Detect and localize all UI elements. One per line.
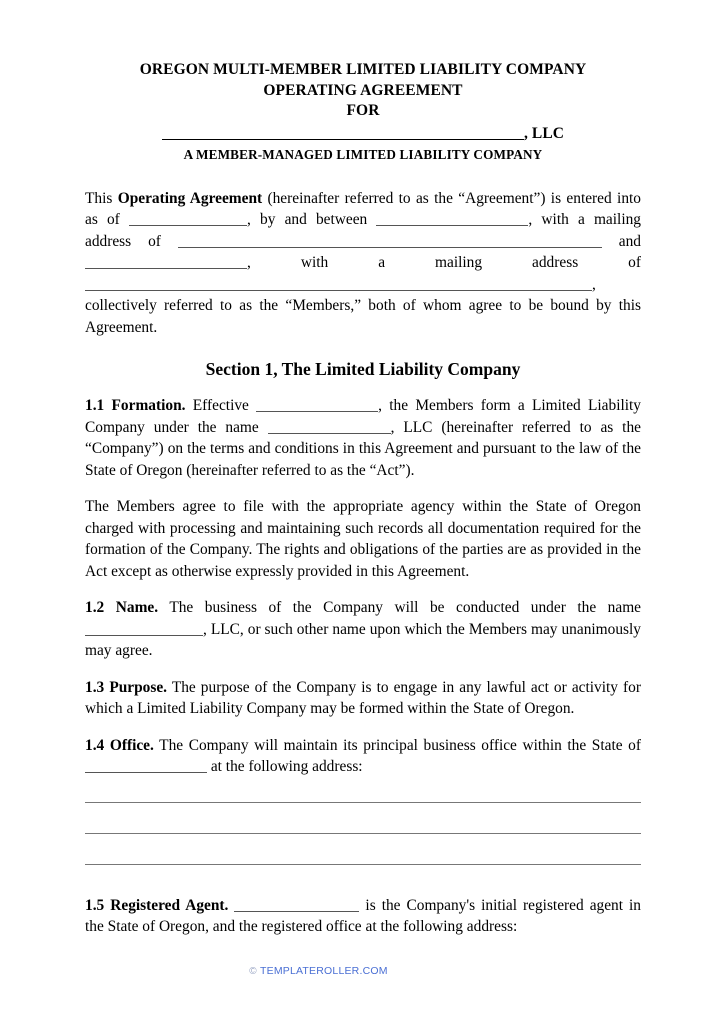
member-two-address-blank-cont[interactable] xyxy=(369,277,592,291)
office-address-lines xyxy=(85,802,641,865)
company-name-title-line xyxy=(85,124,641,145)
section-1-5-paragraph xyxy=(85,895,641,938)
intro-text-4: , with a mailing address of xyxy=(85,211,641,250)
member-one-address-blank-cont[interactable] xyxy=(462,234,602,248)
section-1-2-text-2: , LLC, or such other name upon which the Members may unanimously may agree. xyxy=(85,620,641,659)
watermark-text: TEMPLATEROLLER.COM xyxy=(260,965,388,977)
registered-agent-name-blank[interactable] xyxy=(234,898,359,912)
office-address-line-2[interactable] xyxy=(85,833,641,834)
intro-text-1: This xyxy=(85,189,118,207)
member-one-address-blank[interactable] xyxy=(178,234,462,248)
section-1-1-paragraph xyxy=(85,395,641,481)
section-1-4-paragraph xyxy=(85,735,641,778)
copyright-icon: © xyxy=(249,966,257,977)
member-two-address-blank[interactable] xyxy=(85,277,369,291)
section-1-5-label: Registered Agent. xyxy=(110,896,229,914)
formation-effective-date-blank[interactable] xyxy=(256,398,378,412)
section-1-3-paragraph xyxy=(85,677,641,720)
office-address-line-1[interactable] xyxy=(85,802,641,803)
operating-agreement-term: Operating Agreement xyxy=(117,189,263,207)
section-1-4-label: Office. xyxy=(109,736,154,754)
intro-text-3: , by and between xyxy=(246,211,377,228)
document-title-block xyxy=(85,60,641,166)
document-content xyxy=(85,60,641,938)
section-1-2-label: Name. xyxy=(115,599,159,616)
member-one-name-blank[interactable] xyxy=(376,212,528,226)
section-1-1-text-1: Effective xyxy=(185,397,257,414)
section-1-2-number: 1.2 xyxy=(85,599,105,616)
formation-company-name-blank[interactable] xyxy=(268,420,391,434)
office-state-blank[interactable] xyxy=(85,759,207,773)
section-1-2-text-1: The business of the Company will be conducted under the name xyxy=(158,599,641,616)
section-1-2-paragraph xyxy=(85,597,641,662)
title-line-3: FOR xyxy=(346,102,380,119)
section-1-3-number: 1.3 xyxy=(85,678,105,696)
intro-text-2: (hereinafter referred to as the “Agreement”) is entered into as of xyxy=(85,189,641,228)
intro-text-7: , collectively referred to as the “Members,” both of whom agree to be bound by this Agreement. xyxy=(85,275,641,336)
intro-paragraph xyxy=(85,188,641,339)
agreement-date-blank[interactable] xyxy=(129,212,247,226)
member-two-name-blank[interactable] xyxy=(85,255,247,269)
title-line-1: OREGON MULTI-MEMBER LIMITED LIABILITY COMPANY xyxy=(139,61,587,78)
section-1-1-number: 1.1 xyxy=(85,397,105,414)
templateroller-watermark xyxy=(0,965,725,977)
intro-text-6: , with a mailing address of xyxy=(247,254,641,271)
document-subtitle: A MEMBER-MANAGED LIMITED LIABILITY COMPANY xyxy=(183,147,543,162)
office-address-line-3[interactable] xyxy=(85,864,641,865)
section-1-3-label: Purpose. xyxy=(109,678,168,696)
section-1-4-number: 1.4 xyxy=(85,736,105,754)
company-name-blank[interactable] xyxy=(162,124,524,140)
section-1-1-text-3: , LLC (hereinafter referred to as the “Company”) on the terms and conditions in this Agreement and pursuant to the law of the State of Oregon (hereinafter referred to as the “Act”). xyxy=(85,418,641,479)
section-1-4-text-1: The Company will maintain its principal business office within the State of xyxy=(153,736,641,754)
section-1-4-text-2: at the following address: xyxy=(207,758,363,775)
section-1-1-text-2: , the Members form a Limited Liability Company under the name xyxy=(85,397,642,436)
section-1-3-text: The purpose of the Company is to engage in any lawful act or activity for which a Limited Liability Company may be formed within the State of Oregon. xyxy=(85,678,641,717)
section-1-1-paragraph-2: The Members agree to file with the appropriate agency within the State of Oregon charged with processing and maintaining such records all documentation required for the formation of the Company. The rights and obligations of the parties are as provided in the Act except as otherwise expressly provided in this Agreement. xyxy=(85,498,641,580)
section-1-heading: Section 1, The Limited Liability Company xyxy=(205,359,521,379)
section-1-5-text-2: is the Company's initial registered agent in the State of Oregon, and the registered office at the following address: xyxy=(85,896,642,935)
section-1-1-label: Formation. xyxy=(111,397,186,414)
section-1-5-number: 1.5 xyxy=(85,896,105,914)
business-name-blank[interactable] xyxy=(85,622,203,636)
llc-suffix: , LLC xyxy=(523,124,565,142)
intro-text-5: and xyxy=(601,232,641,250)
title-line-2: OPERATING AGREEMENT xyxy=(263,81,463,99)
